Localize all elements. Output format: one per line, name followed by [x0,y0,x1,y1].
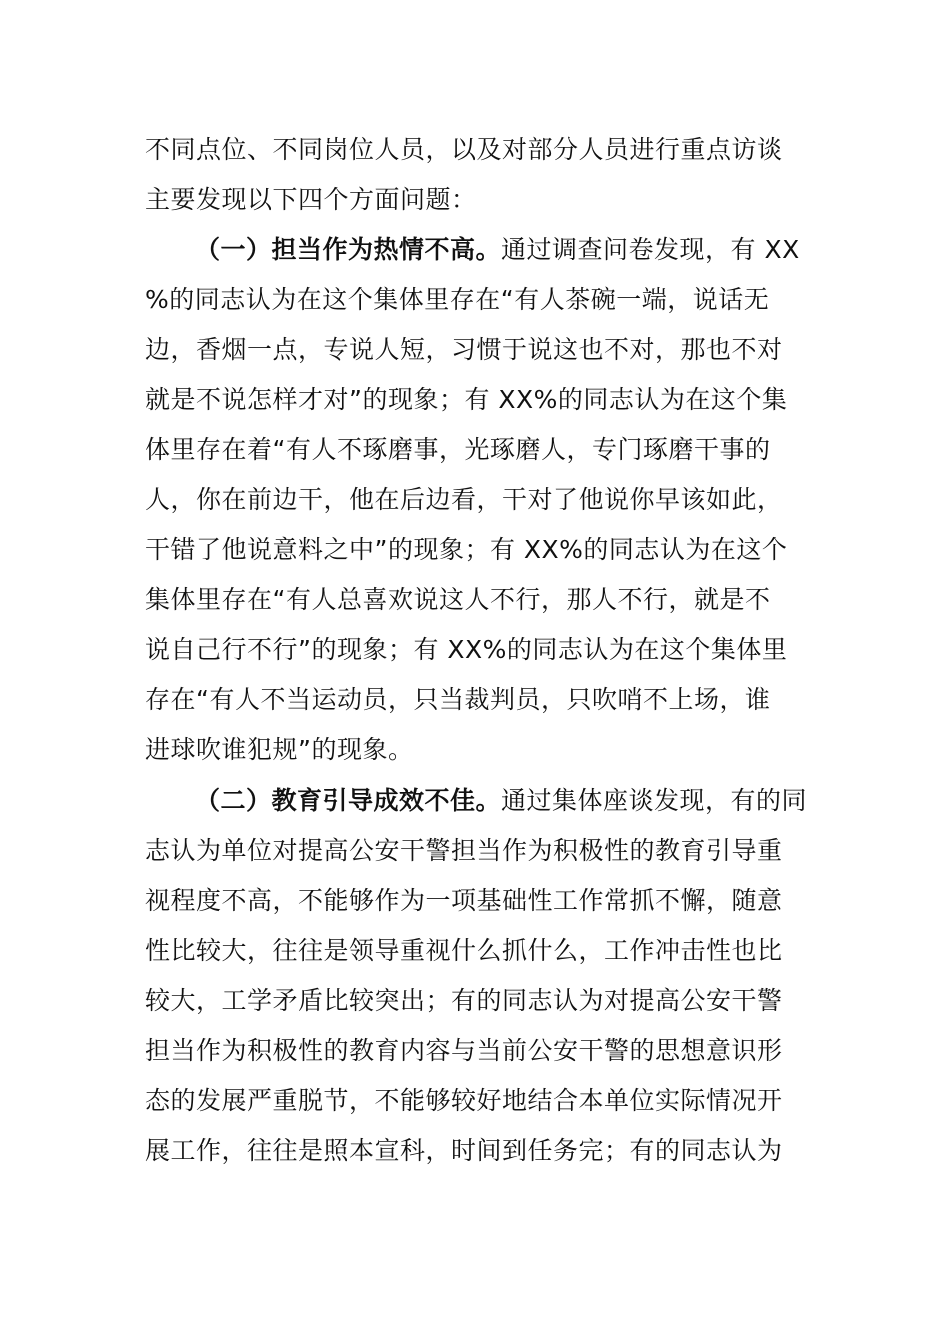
text-line: 不同点位、不同岗位人员，以及对部分人员进行重点访谈 [145,135,783,164]
section-heading-1: （一）担当作为热情不高。 [195,235,502,264]
text-line: 性比较大，往往是领导重视什么抓什么，工作冲击性也比 [145,936,783,965]
text-line: 干错了他说意料之中”的现象；有 XX%的同志认为在这个 [145,535,788,564]
text-line: 说自己行不行”的现象；有 XX%的同志认为在这个集体里 [145,635,788,664]
text-line: 人，你在前边干，他在后边看，干对了他说你早该如此， [145,485,783,514]
text-line: 集体里存在“有人总喜欢说这人不行，那人不行，就是不 [145,585,771,614]
text-line: 主要发现以下四个方面问题： [145,185,477,214]
text-line: %的同志认为在这个集体里存在“有人茶碗一端，说话无 [145,285,770,314]
text-line: 展工作，往往是照本宣科，时间到任务完；有的同志认为 [145,1136,783,1165]
text-line: 视程度不高，不能够作为一项基础性工作常抓不懈，随意 [145,886,783,915]
text-line: 体里存在着“有人不琢磨事，光琢磨人，专门琢磨干事的 [145,435,771,464]
text-line: 志认为单位对提高公安干警担当作为积极性的教育引导重 [145,836,783,865]
paragraph-line [195,776,815,826]
text-line: 边，香烟一点，专说人短，习惯于说这也不对，那也不对 [145,335,783,364]
section-heading-2: （二）教育引导成效不佳。 [195,786,502,815]
text-line: 担当作为积极性的教育内容与当前公安干警的思想意识形 [145,1036,783,1065]
text-line: 存在“有人不当运动员，只当裁判员，只吹哨不上场，谁 [145,685,771,714]
text-line: 态的发展严重脱节，不能够较好地结合本单位实际情况开 [145,1086,783,1115]
text-line: 通过集体座谈发现，有的同 [501,786,808,815]
text-line: 就是不说怎样才对”的现象；有 XX%的同志认为在这个集 [145,385,788,414]
text-line: 进球吹谁犯规”的现象。 [145,735,414,764]
text-line: 通过调查问卷发现，有 XX [501,235,800,264]
paragraph-line [195,225,815,275]
text-line: 较大，工学矛盾比较突出；有的同志认为对提高公安干警 [145,986,783,1015]
